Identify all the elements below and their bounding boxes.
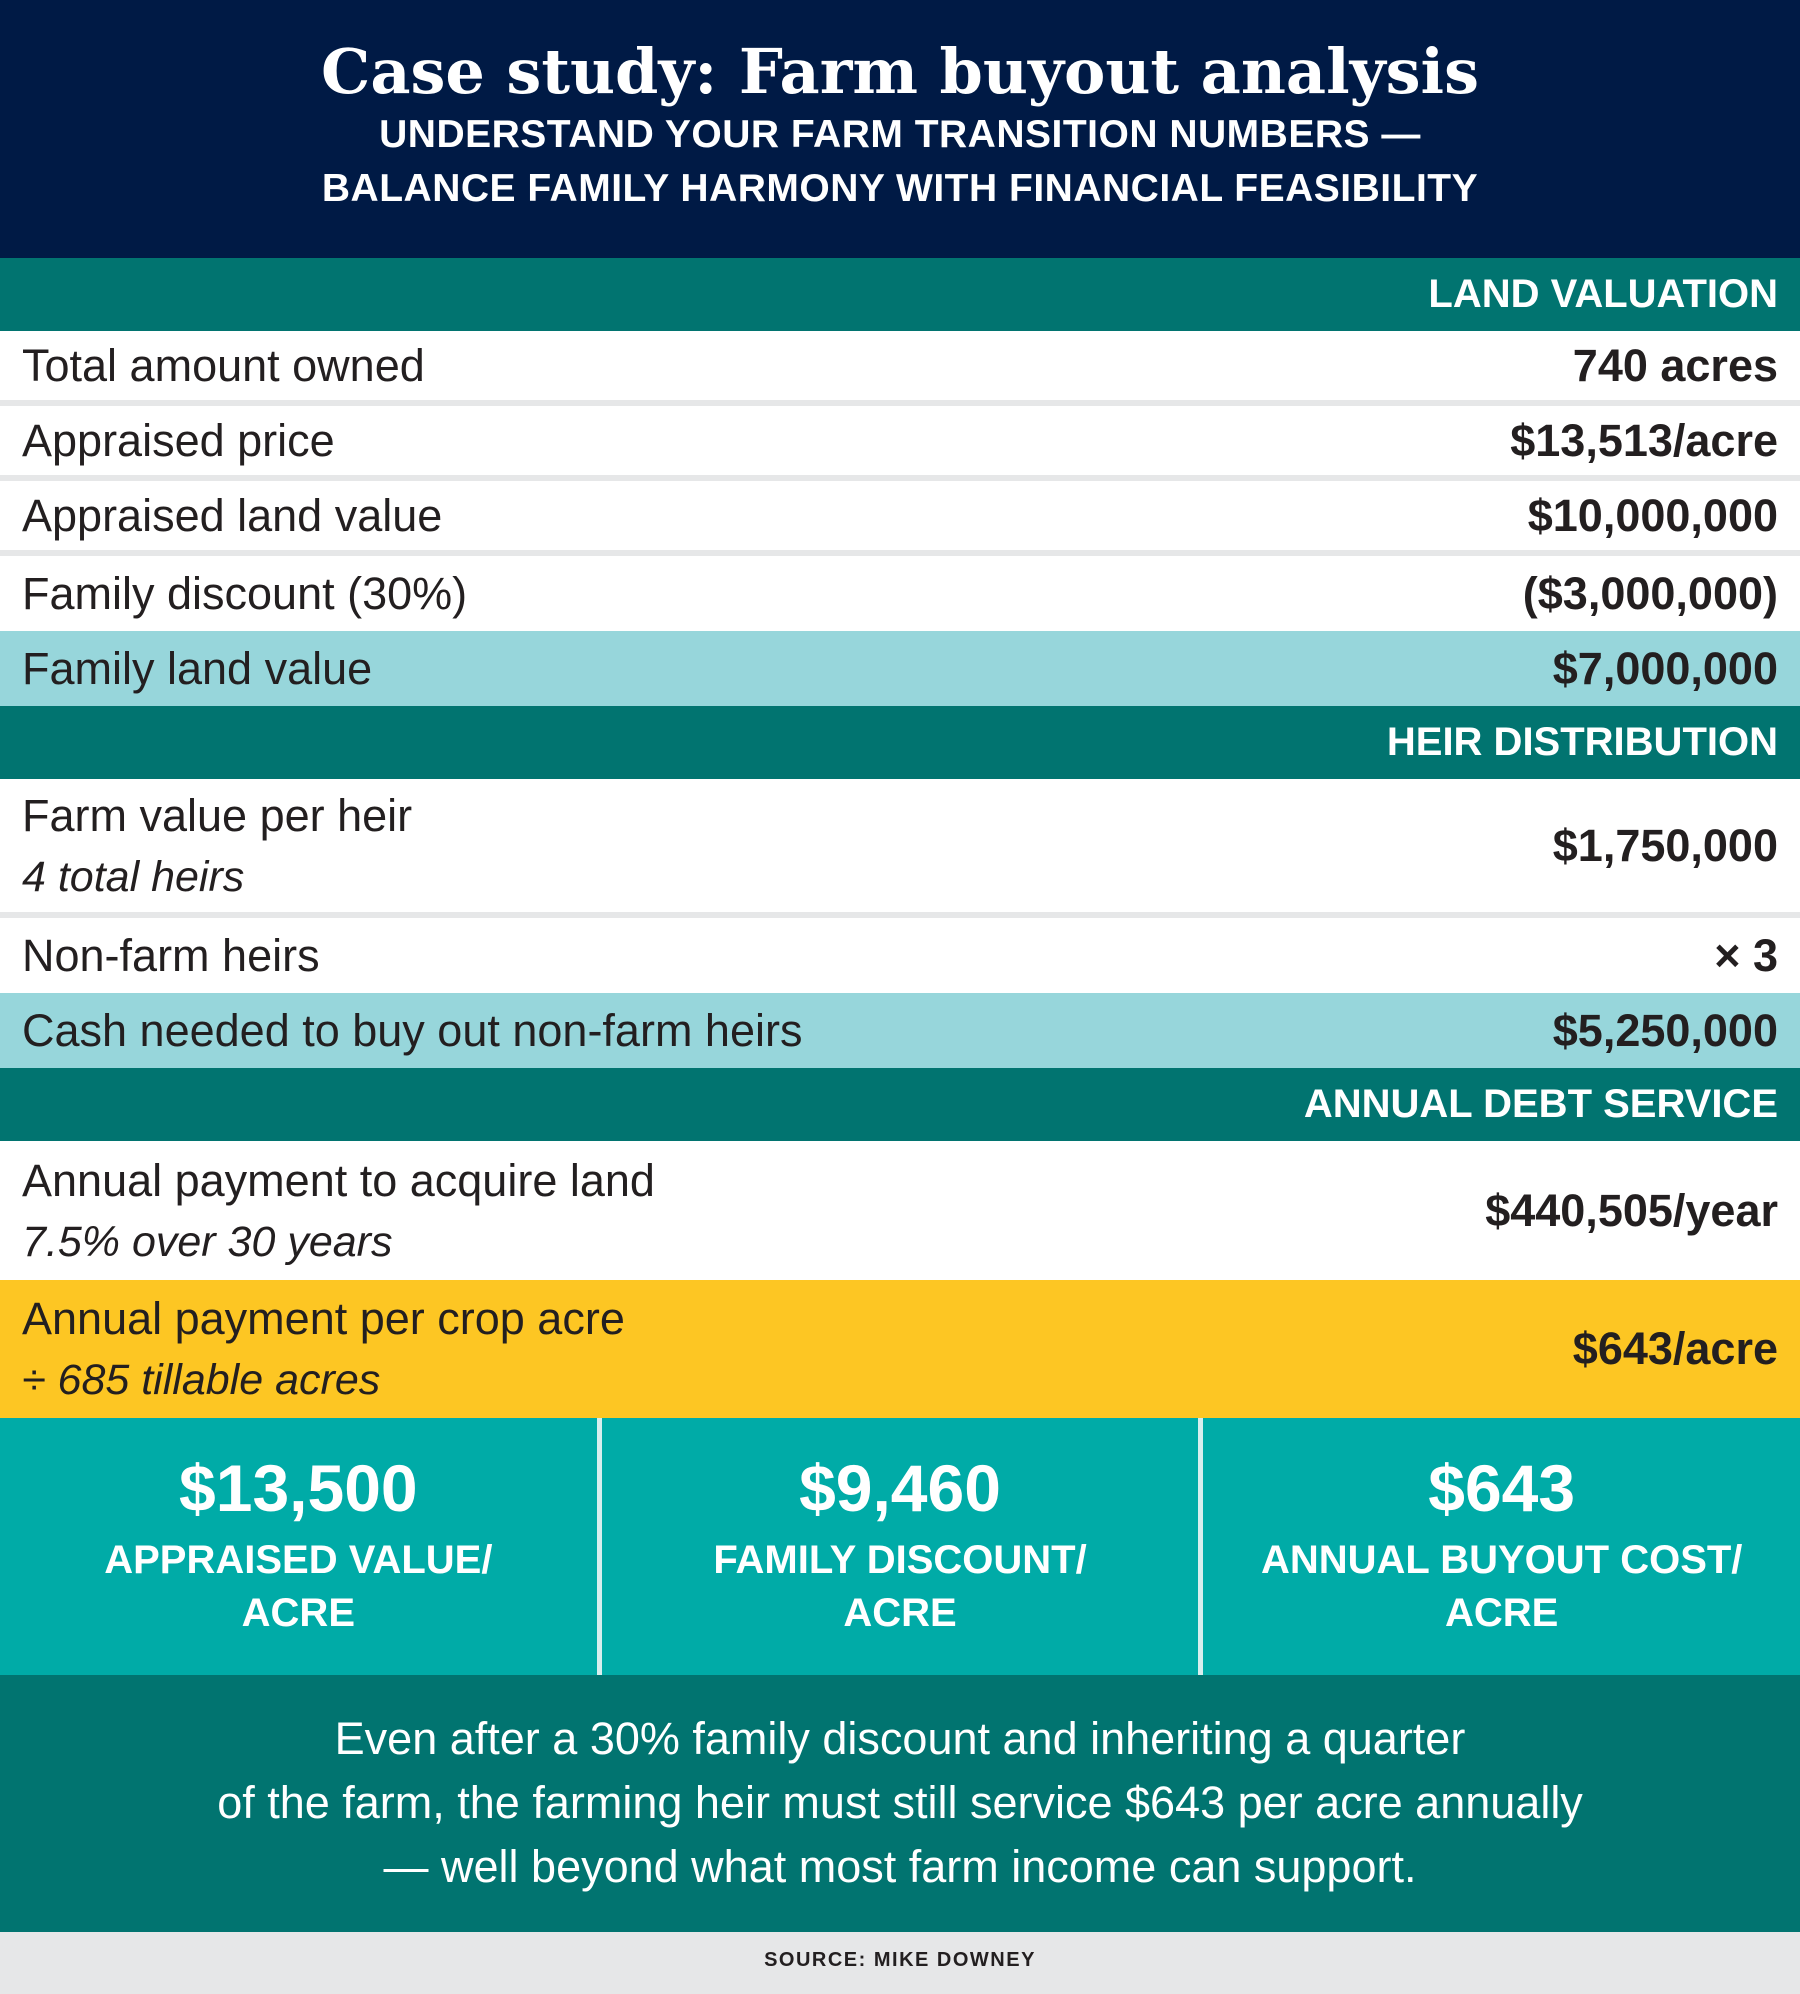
- stat-annual-buyout-cost: [1198, 1418, 1800, 1675]
- stat-label-line-2: ACRE: [1445, 1591, 1559, 1635]
- section-heading-label: ANNUAL DEBT SERVICE: [1303, 1082, 1778, 1126]
- row-value: ($3,000,000): [1522, 567, 1778, 619]
- stat-family-discount: [597, 1418, 1199, 1675]
- summary-callout: [0, 1675, 1800, 1932]
- row-label: Annual payment to acquire land: [22, 1154, 655, 1206]
- row-label-group: [22, 1150, 655, 1272]
- stat-label-line-1: APPRAISED VALUE/: [104, 1538, 493, 1582]
- row-label: Annual payment per crop acre: [22, 1293, 625, 1344]
- table-row: [0, 406, 1800, 481]
- row-label: Appraised price: [22, 414, 335, 466]
- row-value: 740 acres: [1572, 339, 1778, 391]
- row-label: Appraised land value: [22, 489, 443, 541]
- table-row: [0, 481, 1800, 556]
- row-value: $5,250,000: [1552, 1004, 1778, 1056]
- total-row-family-land-value: [0, 631, 1800, 706]
- row-label-group: [22, 1288, 625, 1410]
- row-value: $643/acre: [1572, 1323, 1778, 1374]
- section-heading-label: LAND VALUATION: [1428, 272, 1778, 316]
- row-label: Total amount owned: [22, 339, 425, 391]
- row-label: Family discount (30%): [22, 567, 468, 619]
- row-value: $7,000,000: [1552, 642, 1778, 694]
- subtitle-line-1: UNDERSTAND YOUR FARM TRANSITION NUMBERS —: [379, 113, 1421, 156]
- page-title: Case study: Farm buyout analysis: [320, 35, 1480, 108]
- source-credit: SOURCE: MIKE DOWNEY: [0, 1932, 1800, 1988]
- stat-label-line-1: FAMILY DISCOUNT/: [713, 1538, 1087, 1582]
- row-label: Farm value per heir: [22, 789, 413, 841]
- row-label: Non-farm heirs: [22, 929, 320, 981]
- section-heading-label: HEIR DISTRIBUTION: [1386, 720, 1778, 764]
- stat-label-line-2: ACRE: [241, 1591, 355, 1635]
- row-value: $13,513/acre: [1510, 414, 1778, 466]
- stat-number: $9,460: [799, 1451, 1001, 1525]
- table-row: [0, 1141, 1800, 1280]
- summary-line-1: Even after a 30% family discount and inheriting a quarter: [334, 1713, 1466, 1764]
- row-note: 4 total heirs: [22, 852, 245, 901]
- subtitle-line-2: BALANCE FAMILY HARMONY WITH FINANCIAL FEASIBILITY: [321, 167, 1479, 210]
- table-row: [0, 918, 1800, 993]
- section-heading-land-valuation: [0, 258, 1800, 331]
- stat-number: $13,500: [179, 1451, 418, 1525]
- total-row-cash-needed: [0, 993, 1800, 1068]
- stat-label-line-2: ACRE: [843, 1591, 957, 1635]
- stat-label-line-1: ANNUAL BUYOUT COST/: [1260, 1538, 1743, 1582]
- stats-band: [0, 1418, 1800, 1675]
- row-label: Family land value: [22, 642, 373, 694]
- stat-number: $643: [1428, 1451, 1576, 1525]
- row-note: ÷ 685 tillable acres: [22, 1356, 381, 1404]
- row-label: Cash needed to buy out non-farm heirs: [22, 1004, 803, 1056]
- highlight-row-payment-per-acre: [0, 1280, 1800, 1418]
- row-label-group: [22, 785, 412, 907]
- row-note: 7.5% over 30 years: [22, 1217, 393, 1266]
- section-heading-annual-debt-service: [0, 1068, 1800, 1141]
- summary-line-2: of the farm, the farming heir must still service $643 per acre annually: [217, 1777, 1583, 1828]
- summary-line-3: — well beyond what most farm income can support.: [383, 1841, 1417, 1892]
- table-row: [0, 331, 1800, 406]
- table-row: [0, 556, 1800, 631]
- row-value: $440,505/year: [1485, 1184, 1778, 1236]
- row-value: $10,000,000: [1527, 489, 1778, 541]
- row-value: × 3: [1714, 929, 1778, 981]
- table-row: [0, 779, 1800, 918]
- section-heading-heir-distribution: [0, 706, 1800, 779]
- row-value: $1,750,000: [1552, 819, 1778, 871]
- header: [0, 0, 1800, 258]
- stat-appraised-value: [0, 1418, 597, 1675]
